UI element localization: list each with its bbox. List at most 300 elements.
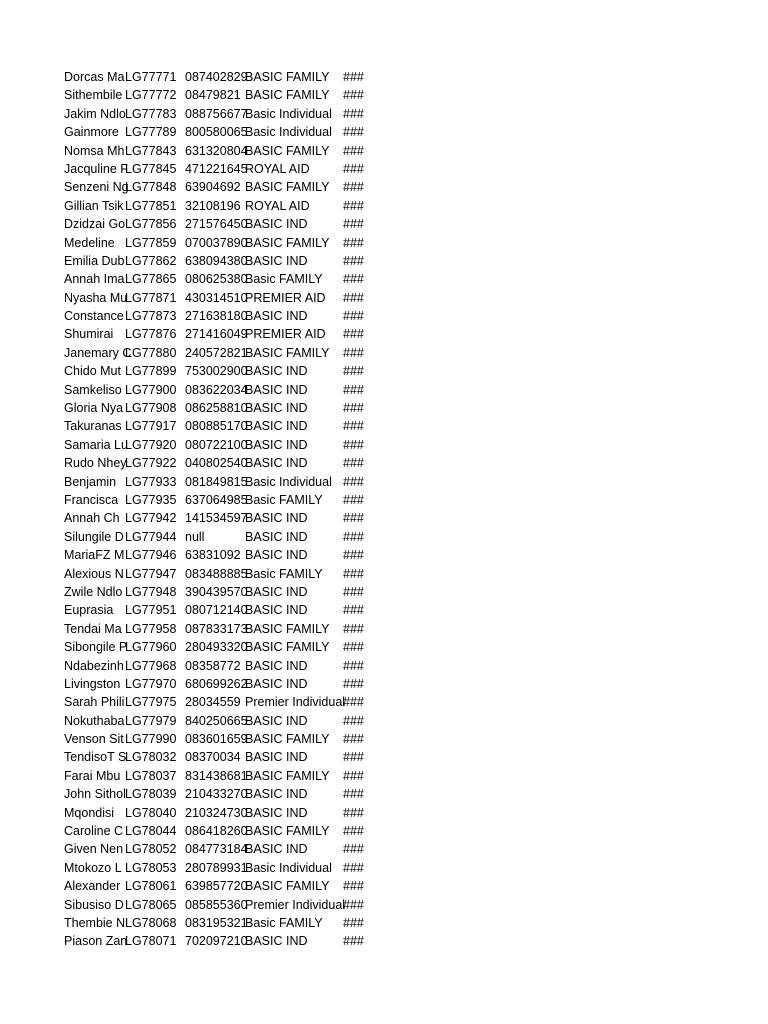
cell-date: ### (343, 327, 364, 342)
cell-code: LG77990 (125, 732, 177, 747)
cell-name: Medeline (64, 235, 115, 250)
cell-empty (305, 859, 343, 877)
table-row (64, 270, 373, 288)
cell-plan: BASIC IND (245, 805, 308, 820)
cell-phone: 070037890 (185, 235, 248, 250)
cell-name: Benjamin (64, 474, 117, 489)
table-row (64, 528, 373, 546)
cell-name: Ndabezinh (64, 658, 124, 673)
cell-code: LG78053 (125, 860, 177, 875)
cell-date: ### (343, 70, 364, 84)
cell-name: Senzeni Ng (64, 180, 129, 195)
cell-phone: 702097210 (185, 934, 248, 949)
cell-plan: BASIC IND (245, 842, 308, 857)
cell-phone: 08358772 (185, 658, 241, 673)
table-row (64, 491, 373, 509)
cell-phone: 271638180 (185, 309, 248, 324)
table-row (64, 620, 373, 638)
cell-phone: 638094380 (185, 253, 248, 268)
cell-phone: 28034559 (185, 695, 241, 710)
cell-phone: 840250665 (185, 713, 248, 728)
cell-phone: 080625380 (185, 272, 248, 287)
cell-phone: 831438681 (185, 768, 248, 783)
cell-code: LG77948 (125, 584, 177, 599)
cell-phone: 430314510 (185, 290, 248, 305)
cell-phone: 63831092 (185, 548, 241, 563)
cell-plan: BASIC IND (245, 364, 308, 379)
cell-plan: BASIC IND (245, 253, 308, 268)
cell-plan: Basic Individual (245, 474, 332, 489)
cell-date: ### (343, 474, 364, 489)
cell-phone: 088756677 (185, 106, 248, 121)
cell-empty (305, 491, 343, 509)
cell-date: ### (343, 603, 364, 618)
cell-empty (305, 381, 343, 399)
cell-phone: 639857720 (185, 879, 248, 894)
cell-plan: Basic Individual (245, 125, 332, 140)
cell-date: ### (343, 860, 364, 875)
cell-phone: 080712140 (185, 603, 248, 618)
cell-date: ### (343, 198, 364, 213)
cell-empty (305, 583, 343, 601)
cell-name: Nomsa Mh (64, 143, 125, 158)
table-row (64, 123, 373, 141)
cell-empty (305, 509, 343, 527)
cell-plan: BASIC FAMILY (245, 640, 330, 655)
cell-plan: BASIC IND (245, 548, 308, 563)
cell-name: Annah Ch (64, 511, 120, 526)
cell-name: Mtokozo L (64, 860, 122, 875)
table-row (64, 160, 373, 178)
cell-empty (305, 123, 343, 141)
cell-name: Jakim Ndlo (64, 106, 126, 121)
cell-empty (305, 914, 343, 932)
cell-date: ### (343, 345, 364, 360)
cell-phone: 087833173 (185, 621, 248, 636)
table-row (64, 178, 373, 196)
cell-empty (305, 601, 343, 619)
cell-code: LG77789 (125, 125, 177, 140)
cell-phone: 271416049 (185, 327, 248, 342)
cell-phone: 083601659 (185, 732, 248, 747)
cell-empty (305, 546, 343, 564)
cell-plan: Premier Individual (245, 897, 346, 912)
cell-code: LG77960 (125, 640, 177, 655)
cell-empty (305, 197, 343, 215)
table-row (64, 767, 373, 785)
cell-code: LG78040 (125, 805, 177, 820)
cell-plan: BASIC FAMILY (245, 824, 330, 839)
cell-name: Gillian Tsik (64, 198, 124, 213)
cell-name: Venson Sit (64, 732, 124, 747)
cell-code: LG78032 (125, 750, 177, 765)
cell-empty (305, 344, 343, 362)
cell-date: ### (343, 934, 364, 949)
cell-phone: 63904692 (185, 180, 241, 195)
cell-date: ### (343, 915, 364, 930)
cell-phone: 086258810 (185, 401, 248, 416)
cell-date: ### (343, 364, 364, 379)
table-row (64, 197, 373, 215)
cell-empty (305, 234, 343, 252)
cell-name: Sarah Phili (64, 695, 125, 710)
cell-plan: BASIC IND (245, 419, 308, 434)
cell-plan: BASIC FAMILY (245, 345, 330, 360)
cell-code: LG77975 (125, 695, 177, 710)
cell-phone: 081849815 (185, 474, 248, 489)
cell-empty (305, 877, 343, 895)
cell-plan: BASIC FAMILY (245, 180, 330, 195)
cell-phone: null (185, 529, 205, 544)
cell-plan: Basic Individual (245, 860, 332, 875)
cell-phone: 087402829 (185, 70, 248, 84)
cell-code: LG77946 (125, 548, 177, 563)
cell-empty (305, 804, 343, 822)
cell-name: Janemary C (64, 345, 132, 360)
table-row (64, 105, 373, 123)
cell-code: LG77922 (125, 456, 177, 471)
cell-date: ### (343, 419, 364, 434)
cell-date: ### (343, 768, 364, 783)
cell-plan: BASIC IND (245, 382, 308, 397)
cell-code: LG77920 (125, 437, 177, 452)
cell-plan: BASIC IND (245, 787, 308, 802)
cell-phone: 083622034 (185, 382, 248, 397)
cell-empty (305, 565, 343, 583)
table-row (64, 840, 373, 858)
cell-code: LG77848 (125, 180, 177, 195)
cell-name: Livingston (64, 676, 121, 691)
cell-code: LG78065 (125, 897, 177, 912)
cell-empty (305, 712, 343, 730)
cell-plan: BASIC FAMILY (245, 768, 330, 783)
cell-empty (305, 638, 343, 656)
table-row (64, 454, 373, 472)
cell-empty (305, 767, 343, 785)
table-row (64, 638, 373, 656)
cell-name: Piason Zan (64, 934, 128, 949)
cell-empty (305, 362, 343, 380)
cell-plan: BASIC FAMILY (245, 235, 330, 250)
table-row (64, 234, 373, 252)
cell-code: LG77968 (125, 658, 177, 673)
cell-name: Alexious N (64, 566, 124, 581)
cell-date: ### (343, 621, 364, 636)
cell-name: Mqondisi (64, 805, 115, 820)
cell-phone: 080885170 (185, 419, 248, 434)
cell-phone: 240572821 (185, 345, 248, 360)
cell-phone: 631320804 (185, 143, 248, 158)
table-row (64, 785, 373, 803)
cell-code: LG77947 (125, 566, 177, 581)
table-row (64, 601, 373, 619)
table-row (64, 473, 373, 491)
cell-empty (305, 142, 343, 160)
table-row (64, 399, 373, 417)
table-row (64, 546, 373, 564)
table-row (64, 859, 373, 877)
cell-plan: Premier Individual (245, 695, 346, 710)
cell-phone: 083195321 (185, 915, 248, 930)
cell-date: ### (343, 511, 364, 526)
cell-date: ### (343, 272, 364, 287)
cell-phone: 471221645 (185, 161, 248, 176)
cell-date: ### (343, 529, 364, 544)
cell-plan: Basic Individual (245, 106, 332, 121)
cell-plan: BASIC IND (245, 713, 308, 728)
cell-phone: 085855360 (185, 897, 248, 912)
cell-code: LG77876 (125, 327, 177, 342)
cell-code: LG77900 (125, 382, 177, 397)
cell-code: LG78068 (125, 915, 177, 930)
cell-empty (305, 417, 343, 435)
cell-date: ### (343, 180, 364, 195)
cell-name: Samkeliso (64, 382, 122, 397)
cell-date: ### (343, 492, 364, 507)
cell-empty (305, 822, 343, 840)
cell-phone: 086418260 (185, 824, 248, 839)
table-row (64, 896, 373, 914)
cell-plan: BASIC IND (245, 401, 308, 416)
cell-name: Nyasha Mu (64, 290, 128, 305)
cell-name: MariaFZ M (64, 548, 125, 563)
cell-plan: PREMIER AID (245, 290, 326, 305)
cell-name: Caroline C (64, 824, 124, 839)
cell-code: LG77871 (125, 290, 177, 305)
cell-name: Rudo Nhey (64, 456, 127, 471)
table-row (64, 730, 373, 748)
cell-empty (305, 454, 343, 472)
cell-plan: Basic FAMILY (245, 566, 323, 581)
cell-name: John Sithol (64, 787, 126, 802)
cell-name: Given Nen (64, 842, 124, 857)
cell-name: Alexander (64, 879, 121, 894)
cell-phone: 390439570 (185, 584, 248, 599)
cell-date: ### (343, 253, 364, 268)
cell-date: ### (343, 732, 364, 747)
table-row (64, 693, 373, 711)
cell-phone: 083488885 (185, 566, 248, 581)
cell-code: LG78061 (125, 879, 177, 894)
cell-code: LG77772 (125, 88, 177, 103)
table-row (64, 675, 373, 693)
cell-code: LG77865 (125, 272, 177, 287)
cell-name: Silungile D (64, 529, 124, 544)
cell-code: LG77783 (125, 106, 177, 121)
cell-empty (305, 160, 343, 178)
cell-date: ### (343, 824, 364, 839)
cell-date: ### (343, 805, 364, 820)
cell-name: Dorcas Ma (64, 70, 125, 84)
cell-plan: BASIC FAMILY (245, 621, 330, 636)
cell-empty (305, 178, 343, 196)
cell-date: ### (343, 695, 364, 710)
cell-date: ### (343, 88, 364, 103)
cell-code: LG77979 (125, 713, 177, 728)
cell-code: LG77917 (125, 419, 177, 434)
cell-plan: BASIC IND (245, 658, 308, 673)
table-row (64, 344, 373, 362)
cell-plan: BASIC FAMILY (245, 70, 330, 84)
cell-date: ### (343, 235, 364, 250)
cell-empty (305, 399, 343, 417)
table-row (64, 381, 373, 399)
cell-code: LG77862 (125, 253, 177, 268)
cell-plan: BASIC FAMILY (245, 732, 330, 747)
cell-code: LG77908 (125, 401, 177, 416)
cell-empty (305, 840, 343, 858)
cell-name: Annah Ima (64, 272, 125, 287)
cell-plan: BASIC IND (245, 584, 308, 599)
table-row (64, 362, 373, 380)
cell-date: ### (343, 658, 364, 673)
cell-empty (305, 896, 343, 914)
cell-code: LG77880 (125, 345, 177, 360)
cell-phone: 271576450 (185, 217, 248, 232)
cell-empty (305, 252, 343, 270)
cell-name: TendisoT S (64, 750, 127, 765)
cell-code: LG78044 (125, 824, 177, 839)
cell-empty (305, 730, 343, 748)
cell-date: ### (343, 842, 364, 857)
cell-phone: 141534597 (185, 511, 248, 526)
table-row (64, 68, 373, 86)
cell-name: Sibusiso D (64, 897, 124, 912)
cell-date: ### (343, 566, 364, 581)
cell-name: Nokuthaba (64, 713, 125, 728)
cell-date: ### (343, 640, 364, 655)
cell-code: LG77856 (125, 217, 177, 232)
cell-name: Dzidzai Go (64, 217, 126, 232)
table-row (64, 877, 373, 895)
cell-date: ### (343, 456, 364, 471)
table-row (64, 712, 373, 730)
cell-date: ### (343, 676, 364, 691)
cell-date: ### (343, 382, 364, 397)
cell-date: ### (343, 750, 364, 765)
cell-plan: BASIC IND (245, 676, 308, 691)
cell-phone: 084773184 (185, 842, 248, 857)
cell-date: ### (343, 143, 364, 158)
cell-date: ### (343, 290, 364, 305)
cell-date: ### (343, 787, 364, 802)
table-row (64, 307, 373, 325)
cell-empty (305, 620, 343, 638)
cell-plan: BASIC IND (245, 456, 308, 471)
cell-code: LG77851 (125, 198, 177, 213)
cell-name: Sithembile (64, 88, 123, 103)
cell-empty (305, 785, 343, 803)
cell-date: ### (343, 217, 364, 232)
cell-plan: ROYAL AID (245, 161, 310, 176)
cell-empty (305, 932, 343, 950)
cell-date: ### (343, 897, 364, 912)
cell-code: LG78039 (125, 787, 177, 802)
cell-empty (305, 748, 343, 766)
cell-phone: 280789931 (185, 860, 248, 875)
cell-code: LG77951 (125, 603, 177, 618)
cell-plan: BASIC IND (245, 309, 308, 324)
cell-empty (305, 657, 343, 675)
cell-code: LG77899 (125, 364, 177, 379)
cell-plan: BASIC IND (245, 603, 308, 618)
cell-code: LG78052 (125, 842, 177, 857)
cell-plan: PREMIER AID (245, 327, 326, 342)
cell-phone: 210433270 (185, 787, 248, 802)
table-row (64, 822, 373, 840)
cell-code: LG77873 (125, 309, 177, 324)
table-row (64, 289, 373, 307)
cell-code: LG78071 (125, 934, 177, 949)
cell-date: ### (343, 401, 364, 416)
cell-empty (305, 307, 343, 325)
cell-name: Tendai Ma (64, 621, 122, 636)
cell-empty (305, 325, 343, 343)
cell-empty (305, 675, 343, 693)
cell-plan: BASIC IND (245, 934, 308, 949)
table-row (64, 215, 373, 233)
cell-plan: BASIC IND (245, 217, 308, 232)
table-row (64, 417, 373, 435)
cell-name: Jacquline F (64, 161, 128, 176)
table-row (64, 86, 373, 104)
table-row (64, 804, 373, 822)
cell-code: LG77845 (125, 161, 177, 176)
cell-phone: 680699262 (185, 676, 248, 691)
cell-plan: BASIC IND (245, 750, 308, 765)
cell-code: LG77970 (125, 676, 177, 691)
cell-plan: BASIC IND (245, 511, 308, 526)
cell-empty (305, 473, 343, 491)
cell-phone: 040802540 (185, 456, 248, 471)
cell-plan: BASIC IND (245, 529, 308, 544)
cell-name: Francisca (64, 492, 119, 507)
table-row (64, 142, 373, 160)
cell-plan: BASIC FAMILY (245, 143, 330, 158)
cell-name: Euprasia (64, 603, 114, 618)
cell-phone: 210324730 (185, 805, 248, 820)
cell-name: Takuranas (64, 419, 122, 434)
cell-code: LG78037 (125, 768, 177, 783)
cell-name: Shumirai (64, 327, 114, 342)
cell-empty (305, 215, 343, 233)
cell-name: Samaria Lu (64, 437, 128, 452)
cell-date: ### (343, 879, 364, 894)
cell-plan: BASIC FAMILY (245, 88, 330, 103)
cell-plan: BASIC FAMILY (245, 879, 330, 894)
cell-code: LG77843 (125, 143, 177, 158)
cell-phone: 32108196 (185, 198, 241, 213)
spreadsheet-table (64, 68, 373, 951)
cell-empty (305, 68, 343, 86)
table-row (64, 325, 373, 343)
cell-code: LG77935 (125, 492, 177, 507)
cell-name: Zwile Ndlo (64, 584, 123, 599)
cell-plan: BASIC IND (245, 437, 308, 452)
cell-name: Emilia Dub (64, 253, 125, 268)
cell-phone: 08479821 (185, 88, 241, 103)
table-row (64, 252, 373, 270)
table-row (64, 748, 373, 766)
cell-phone: 08370034 (185, 750, 241, 765)
cell-phone: 637064985 (185, 492, 248, 507)
table-row (64, 583, 373, 601)
cell-phone: 753002900 (185, 364, 248, 379)
cell-date: ### (343, 548, 364, 563)
cell-code: LG77944 (125, 529, 177, 544)
cell-plan: Basic FAMILY (245, 492, 323, 507)
cell-name: Chido Mut (64, 364, 121, 379)
